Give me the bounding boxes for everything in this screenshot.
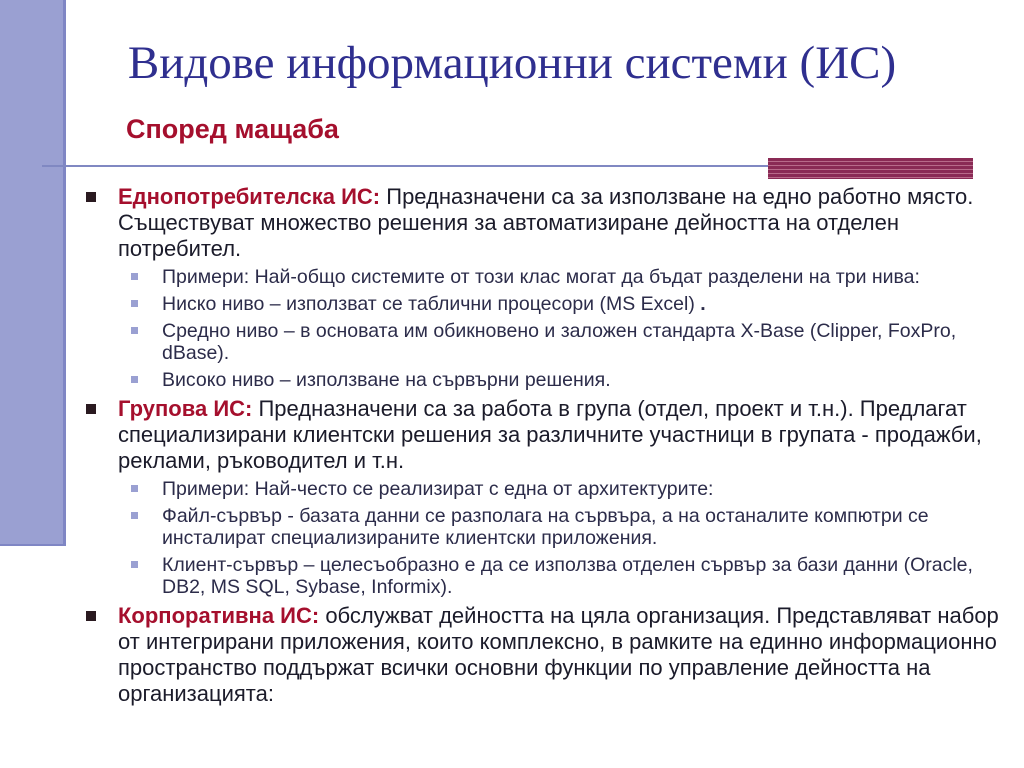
square-bullet-icon <box>131 376 138 383</box>
sub-list-item <box>84 369 1009 391</box>
square-bullet-icon <box>131 300 138 307</box>
list-item-corporate-is <box>84 603 1009 707</box>
divider-accent-bar <box>768 158 973 179</box>
sub-item-suffix: . <box>694 293 706 315</box>
square-bullet-icon <box>131 485 138 492</box>
divider-line <box>42 165 772 167</box>
sub-list-group <box>84 478 1009 598</box>
slide-subtitle: Според мащаба <box>126 114 339 144</box>
sub-item-text: Файл-сървър - базата данни се разполага на сървъра, а на останалите компютри се инсталират специализираните клиентски приложения. <box>162 505 929 549</box>
square-bullet-icon <box>131 512 138 519</box>
square-bullet-icon <box>86 404 96 414</box>
sub-list-item <box>84 266 1009 288</box>
item-text: Предназначени са за използване на едно работно място. Съществуват множество решения за автоматизиране дейността на отделен потребител. <box>118 184 974 261</box>
slide-content <box>84 184 1009 711</box>
item-term: Корпоративна ИС: <box>118 603 320 628</box>
sub-item-text: Примери: Най-общо системите от този клас могат да бъдат разделени на три нива: <box>162 266 920 288</box>
list-item-single-user-is <box>84 184 1009 262</box>
sub-item-text: Клиент-сървър – целесъобразно е да се използва отделен сървър за бази данни (Oracle, DB2, MS SQL, Sybase, Informix). <box>162 554 973 598</box>
sub-list-single-user <box>84 266 1009 391</box>
sub-item-text: Ниско ниво – използват се таблични процесори (MS Excel) <box>162 293 695 315</box>
square-bullet-icon <box>131 561 138 568</box>
square-bullet-icon <box>131 273 138 280</box>
sub-list-item <box>84 320 1009 364</box>
list-item-group-is <box>84 396 1009 474</box>
sub-list-item <box>84 293 1009 315</box>
sub-list-item <box>84 554 1009 598</box>
sub-item-text: Средно ниво – в основата им обикновено и заложен стандарта X-Base (Clipper, FoxPro, dBase). <box>162 320 957 364</box>
sub-list-item <box>84 478 1009 500</box>
sub-item-text: Примери: Най-често се реализират с една от архитектурите: <box>162 478 714 500</box>
square-bullet-icon <box>131 327 138 334</box>
slide-title: Видове информационни системи (ИС) <box>127 37 897 89</box>
item-text: Предназначени са за работа в група (отдел, проект и т.н.). Предлагат специализирани клиентски решения за различните участници в групата - продажби, реклами, ръководител и т.н. <box>118 396 982 473</box>
square-bullet-icon <box>86 192 96 202</box>
square-bullet-icon <box>86 611 96 621</box>
sub-item-text: Високо ниво – използване на сървърни решения. <box>162 369 611 391</box>
sub-list-item <box>84 505 1009 549</box>
item-text: обслужват дейността на цяла организация. Представляват набор от интегрирани приложения, които комплексно, в рамките на единно информационно пространство поддържат всички основни функции по управление дейността на организацията: <box>118 603 999 706</box>
item-term: Групова ИС: <box>118 396 253 421</box>
item-term: Еднопотребителска ИС: <box>118 184 381 209</box>
